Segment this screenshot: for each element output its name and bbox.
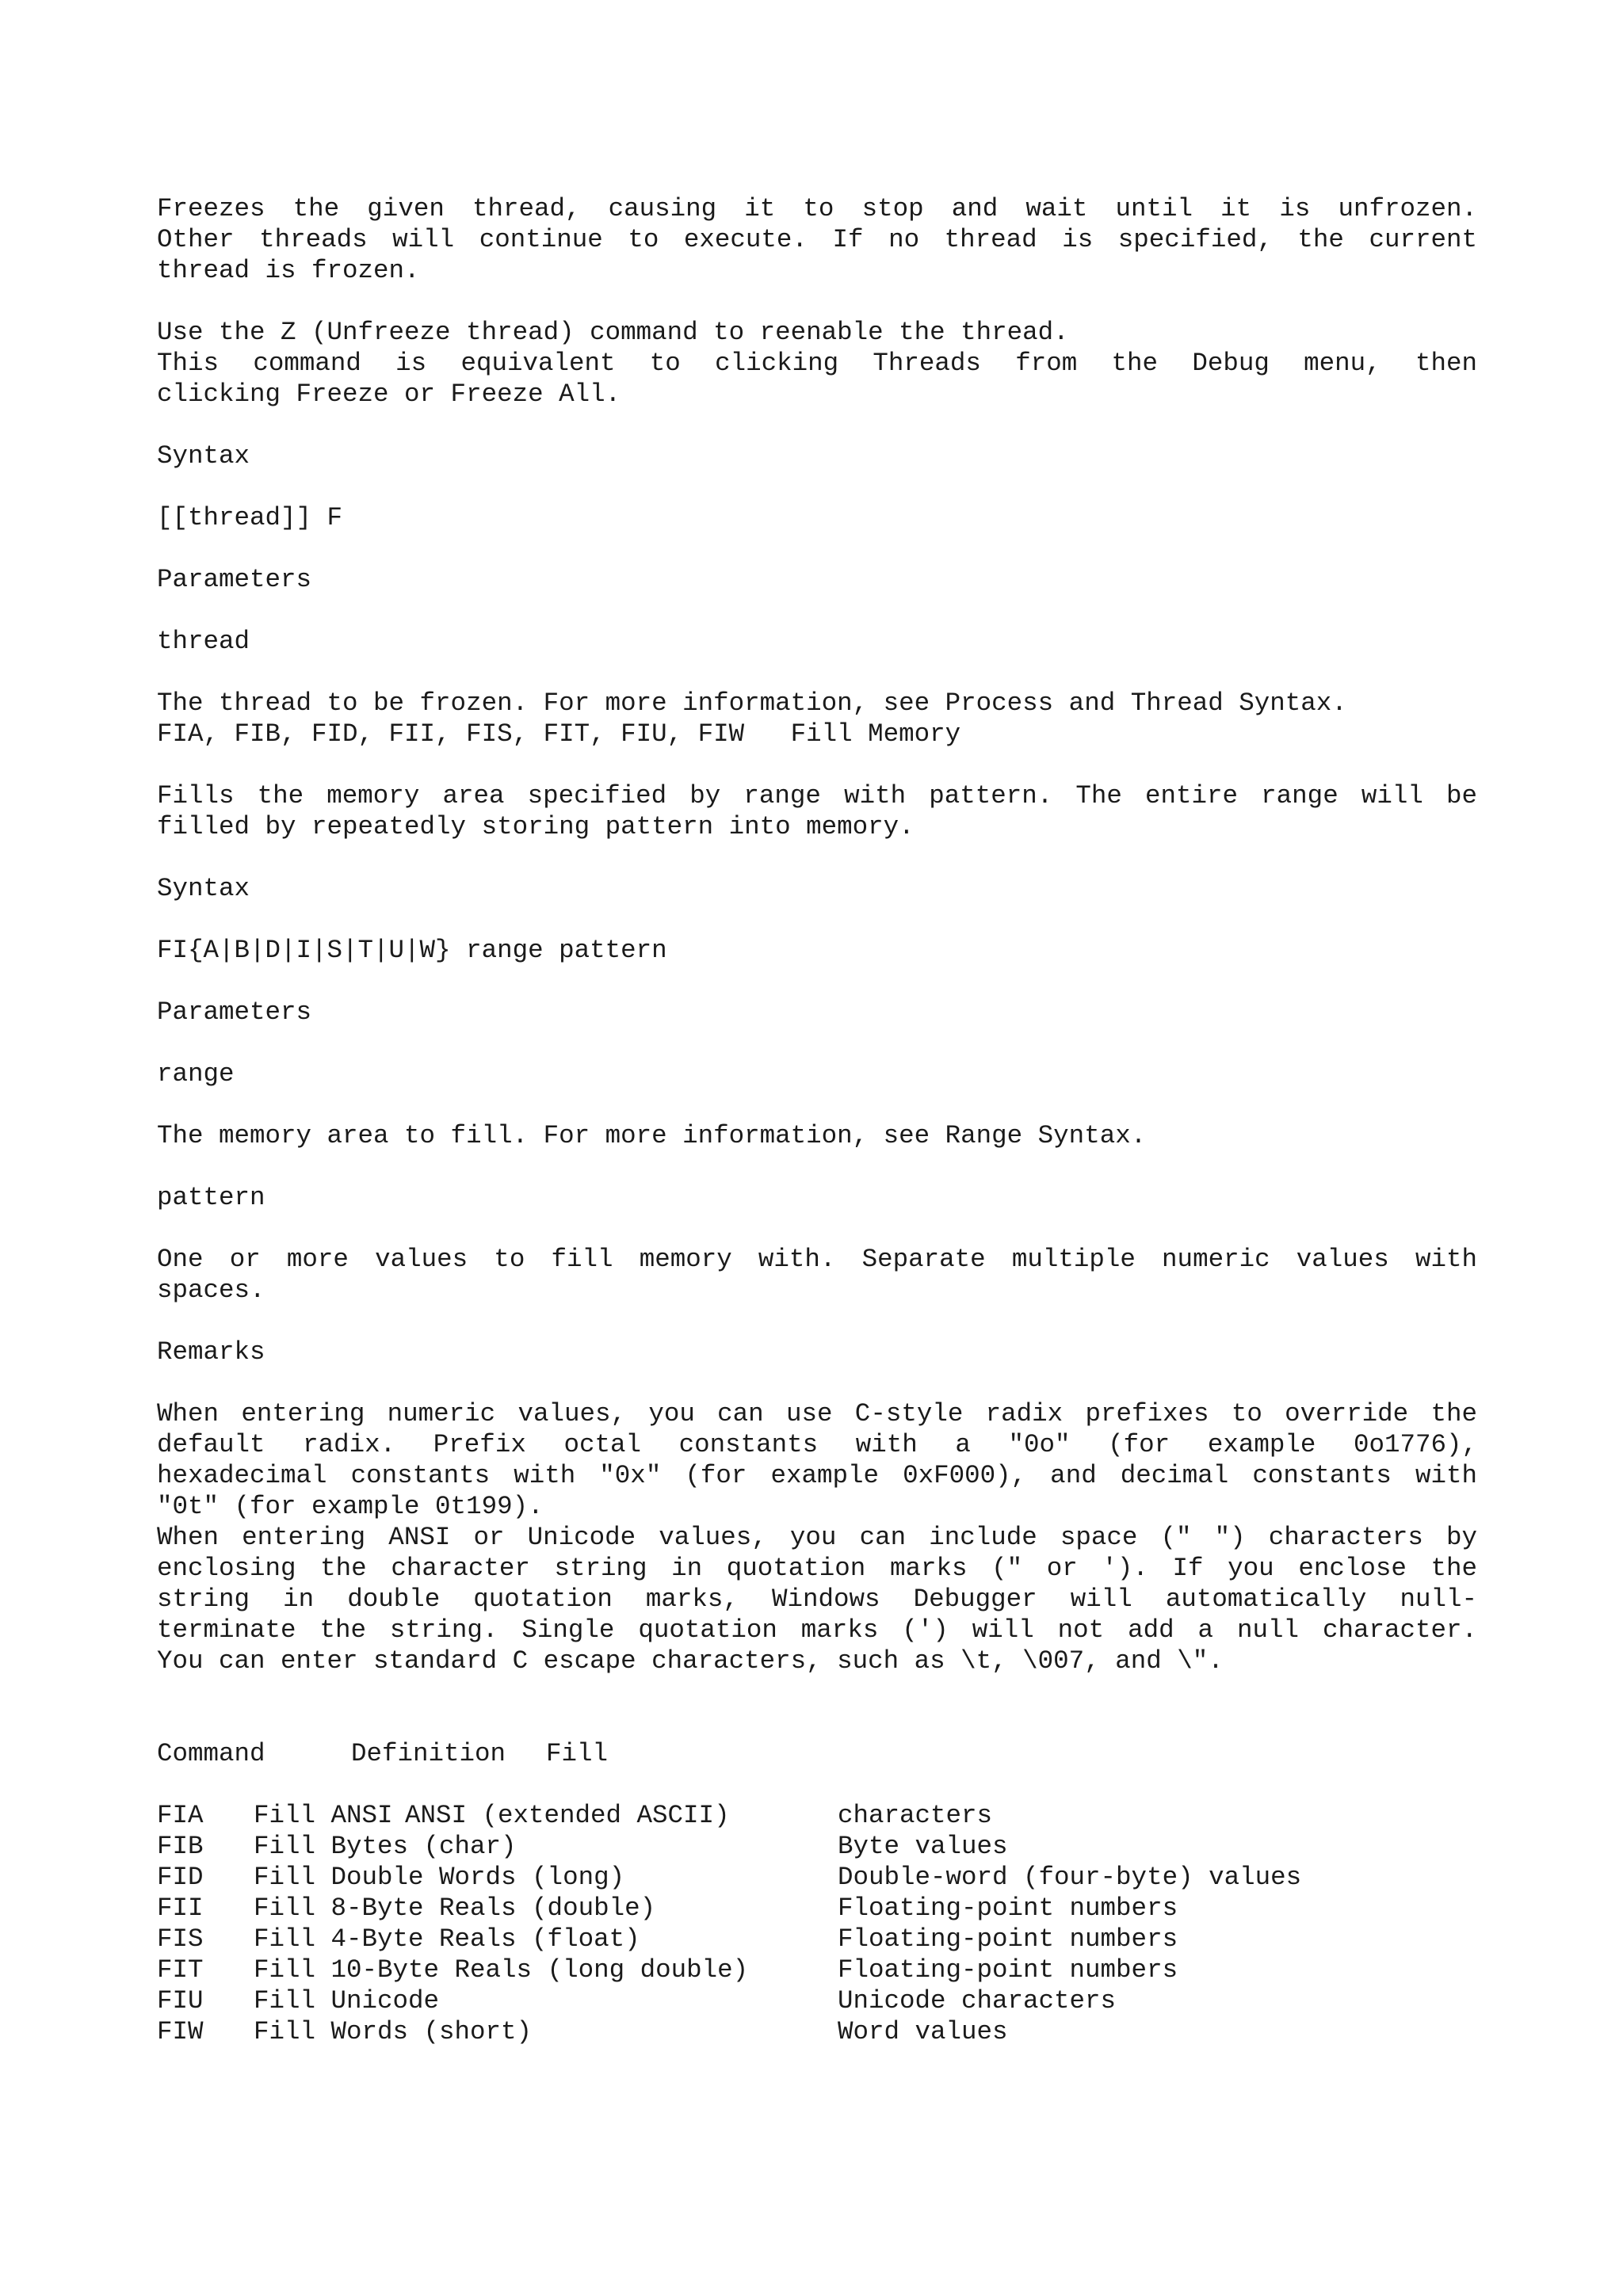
- row-definition: Fill 4-Byte Reals (float): [254, 1924, 640, 1954]
- table-row: [157, 2016, 1477, 2047]
- remarks-p2-line-1: When entering ANSI or Unicode values, you can include space (" ") characters by: [157, 1523, 1477, 1552]
- remarks-p2-line-3: string in double quotation marks, Windows Debugger will automatically null-: [157, 1585, 1477, 1614]
- fill-syntax: FI{A|B|D|I|S|T|U|W} range pattern: [157, 936, 667, 965]
- row-fill: Floating-point numbers: [838, 1894, 1178, 1923]
- param-range-name: range: [157, 1059, 235, 1089]
- document-page: [157, 193, 1477, 2047]
- param-thread-desc: The thread to be frozen. For more information, see Process and Thread Syntax.: [157, 688, 1347, 718]
- row-command: FIB: [157, 1832, 204, 1861]
- row-fill: Floating-point numbers: [838, 1924, 1178, 1954]
- row-fill: Unicode characters: [838, 1986, 1117, 2016]
- row-command: FID: [157, 1863, 204, 1892]
- fill-parameters-heading: Parameters: [157, 997, 312, 1027]
- remarks-p2-line-2: enclosing the character string in quotation marks (" or '). If you enclose the: [157, 1554, 1477, 1583]
- remarks-p1-line-1: When entering numeric values, you can use C-style radix prefixes to override the: [157, 1399, 1477, 1428]
- table-row: [157, 1924, 1477, 1955]
- syntax-heading: Syntax: [157, 441, 250, 471]
- table-row: [157, 1800, 1477, 1831]
- fill-syntax-heading: Syntax: [157, 874, 250, 903]
- table-header-definition: Definition: [351, 1739, 506, 1768]
- table-row: [157, 1985, 1477, 2016]
- equivalent-line-2: clicking Freeze or Freeze All.: [157, 379, 621, 409]
- fill-desc-line-1: Fills the memory area specified by range with pattern. The entire range will be: [157, 781, 1477, 810]
- row-definition: Fill 8-Byte Reals (double): [254, 1894, 656, 1923]
- table-row: [157, 1955, 1477, 1985]
- row-command: FII: [157, 1894, 204, 1923]
- row-definition: Fill Bytes (char): [254, 1832, 517, 1861]
- table-header: [157, 1738, 1477, 1769]
- remarks-p1-line-4: "0t" (for example 0t199).: [157, 1492, 544, 1521]
- equivalent-line-1: This command is equivalent to clicking Threads from the Debug menu, then: [157, 349, 1477, 378]
- intro-line-1: Freezes the given thread, causing it to stop and wait until it is unfrozen.: [157, 194, 1477, 223]
- row-command: FIU: [157, 1986, 204, 2016]
- param-range-desc: The memory area to fill. For more information, see Range Syntax.: [157, 1121, 1147, 1150]
- param-pattern-desc-line-1: One or more values to fill memory with. Separate multiple numeric values with: [157, 1245, 1477, 1274]
- parameters-heading: Parameters: [157, 565, 312, 594]
- table-row: [157, 1862, 1477, 1893]
- row-definition: Fill 10-Byte Reals (long double): [254, 1955, 749, 1985]
- row-fill: Byte values: [838, 1832, 1008, 1861]
- row-fill: Double-word (four-byte) values: [838, 1863, 1302, 1892]
- fill-desc-line-2: filled by repeatedly storing pattern into memory.: [157, 812, 915, 841]
- row-definition: Fill ANSI: [254, 1801, 393, 1830]
- intro-line-2: Other threads will continue to execute. If no thread is specified, the current: [157, 225, 1477, 254]
- table-header-command: Command: [157, 1739, 265, 1768]
- row-fill: characters: [838, 1801, 993, 1830]
- row-definition: Fill Words (short): [254, 2017, 533, 2046]
- row-command: FIT: [157, 1955, 204, 1985]
- remarks-heading: Remarks: [157, 1337, 265, 1367]
- fill-section-title: FIA, FIB, FID, FII, FIS, FIT, FIU, FIW Fill Memory: [157, 719, 961, 749]
- f-syntax: [[thread]] F: [157, 503, 343, 532]
- row-fill: Floating-point numbers: [838, 1955, 1178, 1985]
- row-fill: Word values: [838, 2017, 1008, 2046]
- table-header-fill: Fill: [546, 1739, 609, 1768]
- row-command: FIA: [157, 1801, 204, 1830]
- use-z-text: Use the Z (Unfreeze thread) command to reenable the thread.: [157, 318, 1069, 347]
- remarks-p2-line-4: terminate the string. Single quotation marks (') will not add a null character.: [157, 1615, 1477, 1645]
- remarks-p1-line-3: hexadecimal constants with "0x" (for example 0xF000), and decimal constants with: [157, 1461, 1477, 1490]
- table-row: [157, 1893, 1477, 1924]
- row-definition-extra: ANSI (extended ASCII): [405, 1801, 730, 1830]
- param-pattern-desc-line-2: spaces.: [157, 1276, 265, 1305]
- table-row: [157, 1831, 1477, 1862]
- intro-line-3: thread is frozen.: [157, 256, 420, 285]
- row-definition: Fill Unicode: [254, 1986, 440, 2016]
- param-thread-name: thread: [157, 627, 250, 656]
- row-command: FIS: [157, 1924, 204, 1954]
- remarks-p1-line-2: default radix. Prefix octal constants with a "0o" (for example 0o1776),: [157, 1430, 1477, 1459]
- remarks-p2-line-5: You can enter standard C escape characters, such as \t, \007, and \".: [157, 1646, 1224, 1676]
- param-pattern-name: pattern: [157, 1183, 265, 1212]
- row-command: FIW: [157, 2017, 204, 2046]
- row-definition: Fill Double Words (long): [254, 1863, 625, 1892]
